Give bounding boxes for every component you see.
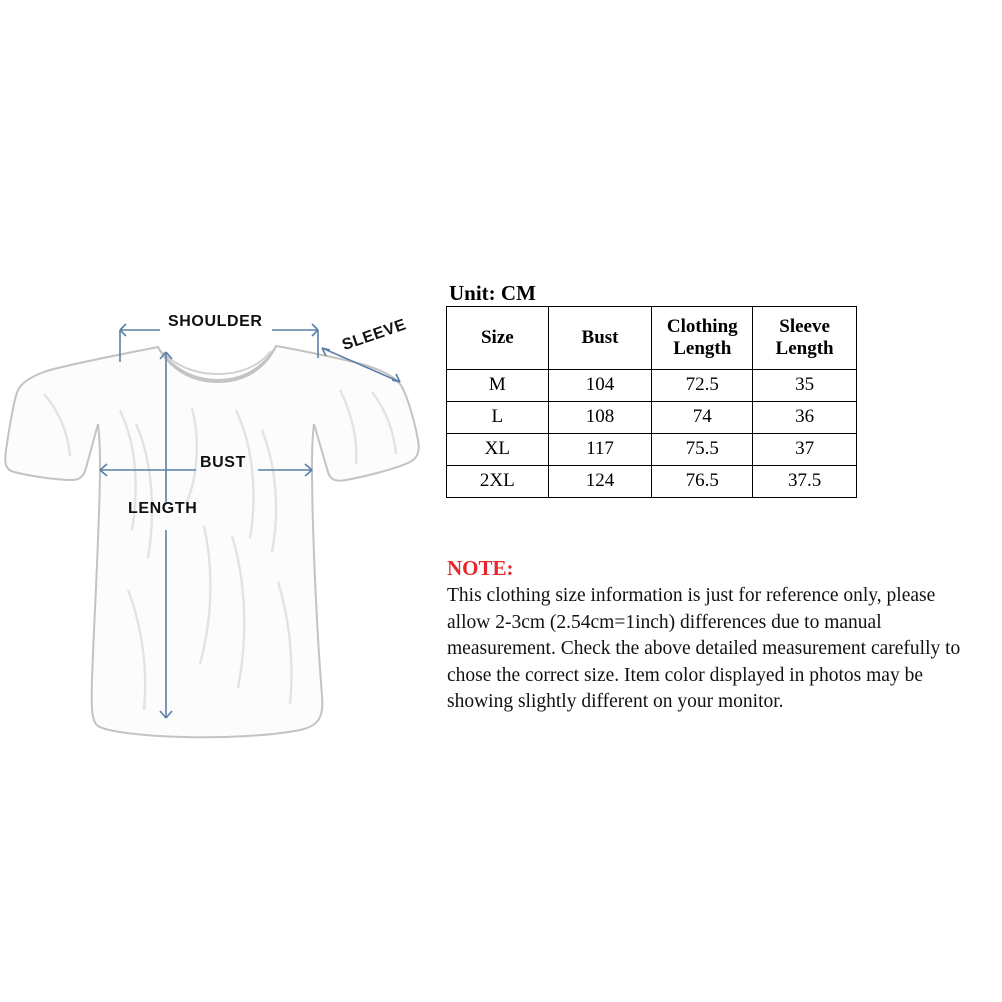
header-clothing-length <box>652 307 753 370</box>
note-block <box>447 556 975 716</box>
header-bust-text: Bust <box>581 327 619 349</box>
length-label: LENGTH <box>128 500 198 517</box>
table-row <box>447 434 857 466</box>
shoulder-label: SHOULDER <box>168 313 263 330</box>
cell-clothing-length: 72.5 <box>652 370 753 402</box>
header-size <box>447 307 549 370</box>
size-table <box>446 306 857 498</box>
cell-clothing-length: 74 <box>652 402 753 434</box>
cell-sleeve-length: 37.5 <box>753 466 857 498</box>
header-size-text: Size <box>480 327 514 349</box>
header-sleeve-length-line1: Sleeve <box>779 316 830 338</box>
note-text: This clothing size information is just for reference only, please allow 2-3cm (2.54cm=1inch) differences due to manual measurement. Check the above detailed measurement carefully to chose the correct size. Item color displayed in photos may be showing slightly different on your monitor. <box>447 585 961 713</box>
cell-bust: 124 <box>548 466 652 498</box>
cell-bust: 108 <box>548 402 652 434</box>
header-clothing-length-line2: Length <box>673 338 732 359</box>
header-sleeve-length <box>753 307 857 370</box>
note-title: NOTE: <box>447 556 514 580</box>
table-row <box>447 370 857 402</box>
cell-sleeve-length: 36 <box>753 402 857 434</box>
cell-size: XL <box>447 434 549 466</box>
cell-size: L <box>447 402 549 434</box>
table-header-row <box>447 307 857 370</box>
cell-sleeve-length: 35 <box>753 370 857 402</box>
tshirt-illustration <box>0 290 440 760</box>
cell-size: 2XL <box>447 466 549 498</box>
cell-bust: 117 <box>548 434 652 466</box>
cell-clothing-length: 75.5 <box>652 434 753 466</box>
header-sleeve-length-line2: Length <box>775 338 834 359</box>
header-clothing-length-line1: Clothing <box>666 316 738 338</box>
cell-clothing-length: 76.5 <box>652 466 753 498</box>
bust-label: BUST <box>200 454 246 471</box>
cell-bust: 104 <box>548 370 652 402</box>
tshirt-diagram <box>0 290 440 760</box>
sleeve-label: SLEEVE <box>340 316 409 355</box>
cell-size: M <box>447 370 549 402</box>
table-row <box>447 402 857 434</box>
table-row <box>447 466 857 498</box>
cell-sleeve-length: 37 <box>753 434 857 466</box>
unit-label: Unit: CM <box>449 281 536 305</box>
header-bust <box>548 307 652 370</box>
